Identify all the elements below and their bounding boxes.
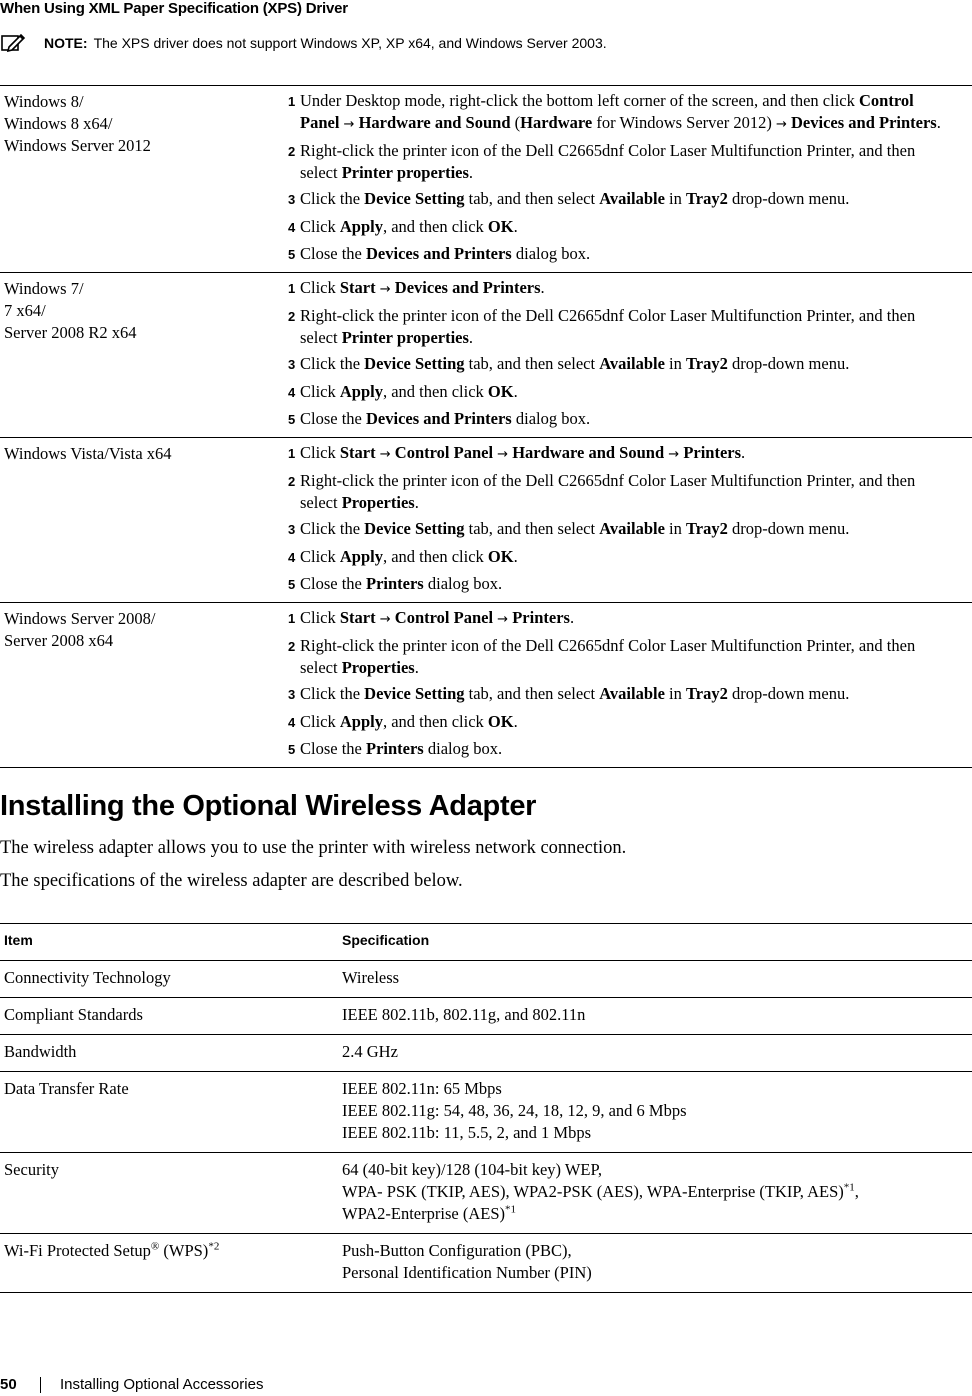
step-number: 1 — [288, 610, 296, 626]
registered-mark: ® — [150, 1240, 160, 1253]
item-cell: Data Transfer Rate — [0, 1072, 338, 1153]
step-item — [288, 408, 972, 431]
step-item — [288, 738, 972, 761]
step-number: 4 — [288, 219, 296, 235]
security-line-3: WPA2-Enterprise (AES)$^{*1}$ — [342, 1203, 516, 1223]
wireless-heading: Installing the Optional Wireless Adapter — [0, 790, 537, 822]
spec-table — [0, 923, 972, 1293]
step-item — [288, 683, 972, 706]
step-text: Close the Printers dialog box. — [300, 574, 503, 593]
item-cell: Security — [0, 1153, 338, 1234]
step-list — [288, 602, 972, 767]
note-text: The XPS driver does not support Windows XP, XP x64, and Windows Server 2003. — [93, 35, 607, 51]
step-text: Close the Devices and Printers dialog box. — [300, 409, 591, 428]
step-list — [288, 272, 972, 437]
step-item — [288, 573, 972, 596]
step-text: Click Start → Control Panel → Printers. — [300, 607, 575, 627]
step-item — [288, 243, 972, 266]
os-name: Windows 8/ Windows 8 x64/ Windows Server 2012 — [0, 86, 288, 273]
table-row — [0, 998, 972, 1035]
step-text: Click the Device Setting tab, and then select Available in Tray2 drop-down menu. — [300, 519, 850, 538]
security-line-1: 64 (40-bit key)/128 (104-bit key) WEP, — [342, 1160, 602, 1179]
step-text: Right-click the printer icon of the Dell C2665dnf Color Laser Multifunction Printer, and then select Printer properties. — [300, 141, 916, 182]
os-row — [0, 602, 972, 767]
step-text: Click Apply, and then click OK. — [300, 546, 518, 566]
step-item — [288, 140, 972, 183]
step-text: Right-click the printer icon of the Dell C2665dnf Color Laser Multifunction Printer, and then select Properties. — [300, 636, 916, 677]
item-cell: Compliant Standards — [0, 998, 338, 1035]
step-text: Click the Device Setting tab, and then select Available in Tray2 drop-down menu. — [300, 354, 850, 373]
step-number: 2 — [288, 474, 296, 489]
step-item — [288, 518, 972, 541]
step-item — [288, 188, 972, 211]
step-number: 5 — [288, 247, 296, 262]
step-list — [288, 86, 972, 273]
step-number: 2 — [288, 639, 296, 654]
wireless-spec-intro: The specifications of the wireless adapter are described below. — [0, 871, 463, 891]
step-number: 1 — [288, 94, 296, 109]
step-number: 1 — [288, 280, 296, 296]
step-text: Click Start → Control Panel → Hardware and Sound → Printers. — [300, 442, 746, 462]
step-item — [288, 216, 972, 239]
step-list — [288, 437, 972, 602]
step-item — [288, 381, 972, 404]
step-text: Click Apply, and then click OK. — [300, 711, 518, 731]
os-name: Windows Vista/Vista x64 — [0, 437, 288, 602]
item-cell: Bandwidth — [0, 1035, 338, 1072]
spec-cell: IEEE 802.11n: 65 Mbps IEEE 802.11g: 54, 48, 36, 24, 18, 12, 9, and 6 Mbps IEEE 802.11b: 11, 5.5, 2, and 1 Mbps — [338, 1072, 972, 1153]
footer-divider — [40, 1377, 41, 1393]
table-row — [0, 1072, 972, 1153]
spec-cell: Push-Button Configuration (PBC), Personal Identification Number (PIN) — [338, 1234, 972, 1293]
step-item — [288, 607, 972, 631]
os-row — [0, 272, 972, 437]
step-item — [288, 305, 972, 348]
step-number: 2 — [288, 144, 296, 159]
chapter-title: Installing Optional Accessories — [60, 1376, 264, 1393]
os-steps-table — [0, 85, 972, 768]
step-number: 2 — [288, 309, 296, 324]
table-row — [0, 1035, 972, 1072]
step-text: Click Start → Devices and Printers. — [300, 277, 545, 297]
note — [30, 33, 607, 53]
page-footer — [0, 1376, 263, 1393]
step-text: Close the Printers dialog box. — [300, 739, 503, 758]
page-number: 50 — [0, 1376, 17, 1393]
step-number: 4 — [288, 384, 296, 400]
step-item — [288, 90, 972, 135]
section-title: When Using XML Paper Specification (XPS) Driver — [0, 0, 348, 17]
step-text: Right-click the printer icon of the Dell C2665dnf Color Laser Multifunction Printer, and then select Printer properties. — [300, 306, 916, 347]
header-item: Item — [0, 924, 338, 961]
spec-header-row — [0, 924, 972, 961]
step-item — [288, 277, 972, 301]
step-item — [288, 635, 972, 678]
os-name: Windows Server 2008/ Server 2008 x64 — [0, 602, 288, 767]
step-text: Click Apply, and then click OK. — [300, 381, 518, 401]
step-item — [288, 353, 972, 376]
footnote-ref: *1 — [505, 1203, 516, 1216]
step-text: Click Apply, and then click OK. — [300, 216, 518, 236]
spec-cell: Wireless — [338, 961, 972, 998]
item-cell: Wi-Fi Protected Setup® (WPS)$^{*2}$ — [0, 1234, 338, 1293]
table-row — [0, 1234, 972, 1293]
pencil-icon — [0, 33, 26, 53]
step-number: 4 — [288, 549, 296, 565]
note-label: NOTE: — [44, 35, 88, 51]
os-name: Windows 7/ 7 x64/ Server 2008 R2 x64 — [0, 272, 288, 437]
step-number: 1 — [288, 445, 296, 461]
step-item — [288, 711, 972, 734]
security-line-2: WPA- PSK (TKIP, AES), WPA2-PSK (AES), WPA-Enterprise (TKIP, AES)$^{*1}$, — [342, 1181, 859, 1201]
step-text: Under Desktop mode, right-click the bottom left corner of the screen, and then click Control Panel → Hardware and Sound (Hardware for Windows Server 2012) → Devices and Printers. — [300, 91, 941, 132]
step-text: Click the Device Setting tab, and then select Available in Tray2 drop-down menu. — [300, 684, 850, 703]
step-number: 3 — [288, 687, 296, 702]
wireless-intro: The wireless adapter allows you to use the printer with wireless network connection. — [0, 838, 627, 858]
item-cell: Connectivity Technology — [0, 961, 338, 998]
step-text: Close the Devices and Printers dialog box. — [300, 244, 591, 263]
table-row — [0, 1153, 972, 1234]
spec-cell: 2.4 GHz — [338, 1035, 972, 1072]
table-row — [0, 961, 972, 998]
step-item — [288, 546, 972, 569]
header-specification: Specification — [338, 924, 972, 961]
step-number: 5 — [288, 577, 296, 592]
step-item — [288, 470, 972, 513]
os-row — [0, 86, 972, 273]
step-number: 5 — [288, 412, 296, 427]
step-number: 3 — [288, 192, 296, 207]
step-number: 3 — [288, 357, 296, 372]
step-item — [288, 442, 972, 466]
footnote-ref: *1 — [843, 1181, 855, 1194]
footnote-ref: *2 — [208, 1240, 220, 1253]
step-number: 4 — [288, 714, 296, 730]
step-text: Click the Device Setting tab, and then select Available in Tray2 drop-down menu. — [300, 189, 850, 208]
os-row — [0, 437, 972, 602]
spec-cell: IEEE 802.11b, 802.11g, and 802.11n — [338, 998, 972, 1035]
step-number: 3 — [288, 522, 296, 537]
step-number: 5 — [288, 742, 296, 757]
spec-cell — [338, 1153, 972, 1234]
step-text: Right-click the printer icon of the Dell C2665dnf Color Laser Multifunction Printer, and then select Properties. — [300, 471, 916, 512]
